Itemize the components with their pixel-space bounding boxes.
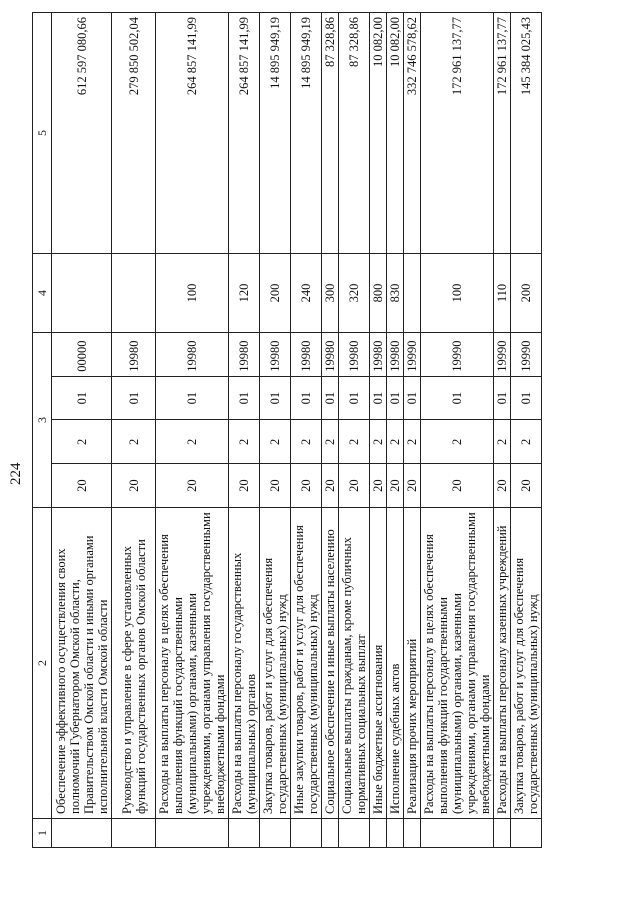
header-col-4: 4: [33, 254, 52, 333]
sum-cell: 14 895 949,19: [260, 13, 291, 254]
code-part-b: 2: [370, 420, 387, 464]
code-part-c: 01: [52, 376, 112, 420]
code-part-d: 19990: [421, 333, 494, 377]
header-col-1: 1: [33, 819, 52, 848]
table-row: [387, 13, 404, 848]
row-num-cell: [112, 819, 156, 848]
sum-cell: 332 746 578,62: [404, 13, 421, 254]
table-row: [260, 13, 291, 848]
code-part-d: 19990: [404, 333, 421, 377]
row-num-cell: [291, 819, 322, 848]
code-part-b: 2: [511, 420, 542, 464]
row-name-cell: Обеспечение эффективного осуществления своих полномочий Губернатором Омской области, Правительством Омской области и иными органами исполнительной власти Омской области: [52, 508, 112, 819]
code-part-d: 00000: [52, 333, 112, 377]
expense-type-cell: 200: [511, 254, 542, 333]
code-part-b: 2: [421, 420, 494, 464]
sum-cell: 10 082,00: [370, 13, 387, 254]
header-col-2: 2: [33, 508, 52, 819]
sum-cell: 145 384 025,43: [511, 13, 542, 254]
code-part-b: 2: [229, 420, 260, 464]
row-name-cell: Реализация прочих мероприятий: [404, 508, 421, 819]
sum-cell: 87 328,86: [339, 13, 370, 254]
code-part-a: 20: [112, 464, 156, 508]
row-num-cell: [260, 819, 291, 848]
code-part-c: 01: [370, 376, 387, 420]
code-part-a: 20: [404, 464, 421, 508]
code-part-c: 01: [112, 376, 156, 420]
code-part-c: 01: [156, 376, 229, 420]
row-name-cell: Расходы на выплаты персоналу в целях обеспечения выполнения функций государственными (муниципальными) органами, казенными учреждениями, органами управления государственными внебюджетными фондами: [156, 508, 229, 819]
row-name-cell: Социальные выплаты гражданам, кроме публичных нормативных социальных выплат: [339, 508, 370, 819]
row-num-cell: [339, 819, 370, 848]
row-num-cell: [404, 819, 421, 848]
table-row: [339, 13, 370, 848]
code-part-b: 2: [387, 420, 404, 464]
row-name-cell: Расходы на выплаты персоналу казенных учреждений: [494, 508, 511, 819]
row-name-cell: Исполнение судебных актов: [387, 508, 404, 819]
table-row: [291, 13, 322, 848]
code-part-b: 2: [260, 420, 291, 464]
row-name-cell: Закупка товаров, работ и услуг для обеспечения государственных (муниципальных) нужд: [260, 508, 291, 819]
code-part-c: 01: [494, 376, 511, 420]
code-part-d: 19980: [156, 333, 229, 377]
sum-cell: 264 857 141,99: [229, 13, 260, 254]
code-part-d: 19980: [387, 333, 404, 377]
table-row: [229, 13, 260, 848]
row-name-cell: Руководство и управление в сфере установленных функций государственных органов Омской области: [112, 508, 156, 819]
expense-type-cell: [404, 254, 421, 333]
code-part-a: 20: [52, 464, 112, 508]
code-part-c: 01: [260, 376, 291, 420]
row-num-cell: [511, 819, 542, 848]
code-part-a: 20: [291, 464, 322, 508]
code-part-d: 19980: [112, 333, 156, 377]
row-name-cell: Закупка товаров, работ и услуг для обеспечения государственных (муниципальных) нужд: [511, 508, 542, 819]
expense-type-cell: 200: [260, 254, 291, 333]
code-part-b: 2: [156, 420, 229, 464]
row-num-cell: [494, 819, 511, 848]
code-part-a: 20: [260, 464, 291, 508]
table-row: [322, 13, 339, 848]
code-part-a: 20: [322, 464, 339, 508]
sum-cell: 612 597 080,66: [52, 13, 112, 254]
expense-type-cell: [112, 254, 156, 333]
code-part-b: 2: [52, 420, 112, 464]
code-part-b: 2: [494, 420, 511, 464]
table-row: [511, 13, 542, 848]
expense-type-cell: 830: [387, 254, 404, 333]
table-row: [421, 13, 494, 848]
code-part-c: 01: [421, 376, 494, 420]
code-part-c: 01: [291, 376, 322, 420]
expense-type-cell: 320: [339, 254, 370, 333]
row-name-cell: Иные закупки товаров, работ и услуг для обеспечения государственных (муниципальных) нужд: [291, 508, 322, 819]
code-part-b: 2: [404, 420, 421, 464]
page-number: 224: [8, 462, 24, 485]
code-part-c: 01: [511, 376, 542, 420]
expense-type-cell: 110: [494, 254, 511, 333]
expense-type-cell: 240: [291, 254, 322, 333]
table-body: [52, 13, 542, 848]
code-part-c: 01: [404, 376, 421, 420]
code-part-a: 20: [156, 464, 229, 508]
row-num-cell: [322, 819, 339, 848]
header-col-3: 3: [33, 333, 52, 508]
table-row: [156, 13, 229, 848]
code-part-c: 01: [322, 376, 339, 420]
header-col-5: 5: [33, 13, 52, 254]
row-name-cell: Расходы на выплаты персоналу государственных (муниципальных) органов: [229, 508, 260, 819]
code-part-a: 20: [494, 464, 511, 508]
code-part-d: 19990: [494, 333, 511, 377]
table-header-row: [33, 13, 52, 848]
table-row: [52, 13, 112, 848]
code-part-c: 01: [339, 376, 370, 420]
sum-cell: 10 082,00: [387, 13, 404, 254]
expense-type-cell: 120: [229, 254, 260, 333]
row-num-cell: [421, 819, 494, 848]
code-part-b: 2: [291, 420, 322, 464]
code-part-a: 20: [511, 464, 542, 508]
sum-cell: 172 961 137,77: [421, 13, 494, 254]
code-part-a: 20: [387, 464, 404, 508]
code-part-c: 01: [387, 376, 404, 420]
row-name-cell: Иные бюджетные ассигнования: [370, 508, 387, 819]
code-part-d: 19990: [511, 333, 542, 377]
sum-cell: 172 961 137,77: [494, 13, 511, 254]
code-part-d: 19980: [322, 333, 339, 377]
row-num-cell: [52, 819, 112, 848]
row-name-cell: Расходы на выплаты персоналу в целях обеспечения выполнения функций государственными (муниципальными) органами, казенными учреждениями, органами управления государственными внебюджетными фондами: [421, 508, 494, 819]
expense-type-cell: 100: [156, 254, 229, 333]
table-row: [494, 13, 511, 848]
sum-cell: 14 895 949,19: [291, 13, 322, 254]
code-part-b: 2: [322, 420, 339, 464]
code-part-a: 20: [421, 464, 494, 508]
expense-type-cell: 300: [322, 254, 339, 333]
table-row: [370, 13, 387, 848]
code-part-d: 19980: [370, 333, 387, 377]
code-part-b: 2: [339, 420, 370, 464]
budget-table: [32, 12, 542, 848]
table-row: [404, 13, 421, 848]
expense-type-cell: 800: [370, 254, 387, 333]
expense-type-cell: [52, 254, 112, 333]
code-part-c: 01: [229, 376, 260, 420]
row-name-cell: Социальное обеспечение и иные выплаты населению: [322, 508, 339, 819]
sum-cell: 87 328,86: [322, 13, 339, 254]
row-num-cell: [156, 819, 229, 848]
sum-cell: 279 850 502,04: [112, 13, 156, 254]
code-part-a: 20: [370, 464, 387, 508]
code-part-b: 2: [112, 420, 156, 464]
code-part-d: 19980: [260, 333, 291, 377]
code-part-a: 20: [339, 464, 370, 508]
row-num-cell: [370, 819, 387, 848]
code-part-d: 19980: [291, 333, 322, 377]
code-part-a: 20: [229, 464, 260, 508]
sum-cell: 264 857 141,99: [156, 13, 229, 254]
row-num-cell: [229, 819, 260, 848]
expense-type-cell: 100: [421, 254, 494, 333]
code-part-d: 19980: [339, 333, 370, 377]
code-part-d: 19980: [229, 333, 260, 377]
table-row: [112, 13, 156, 848]
row-num-cell: [387, 819, 404, 848]
